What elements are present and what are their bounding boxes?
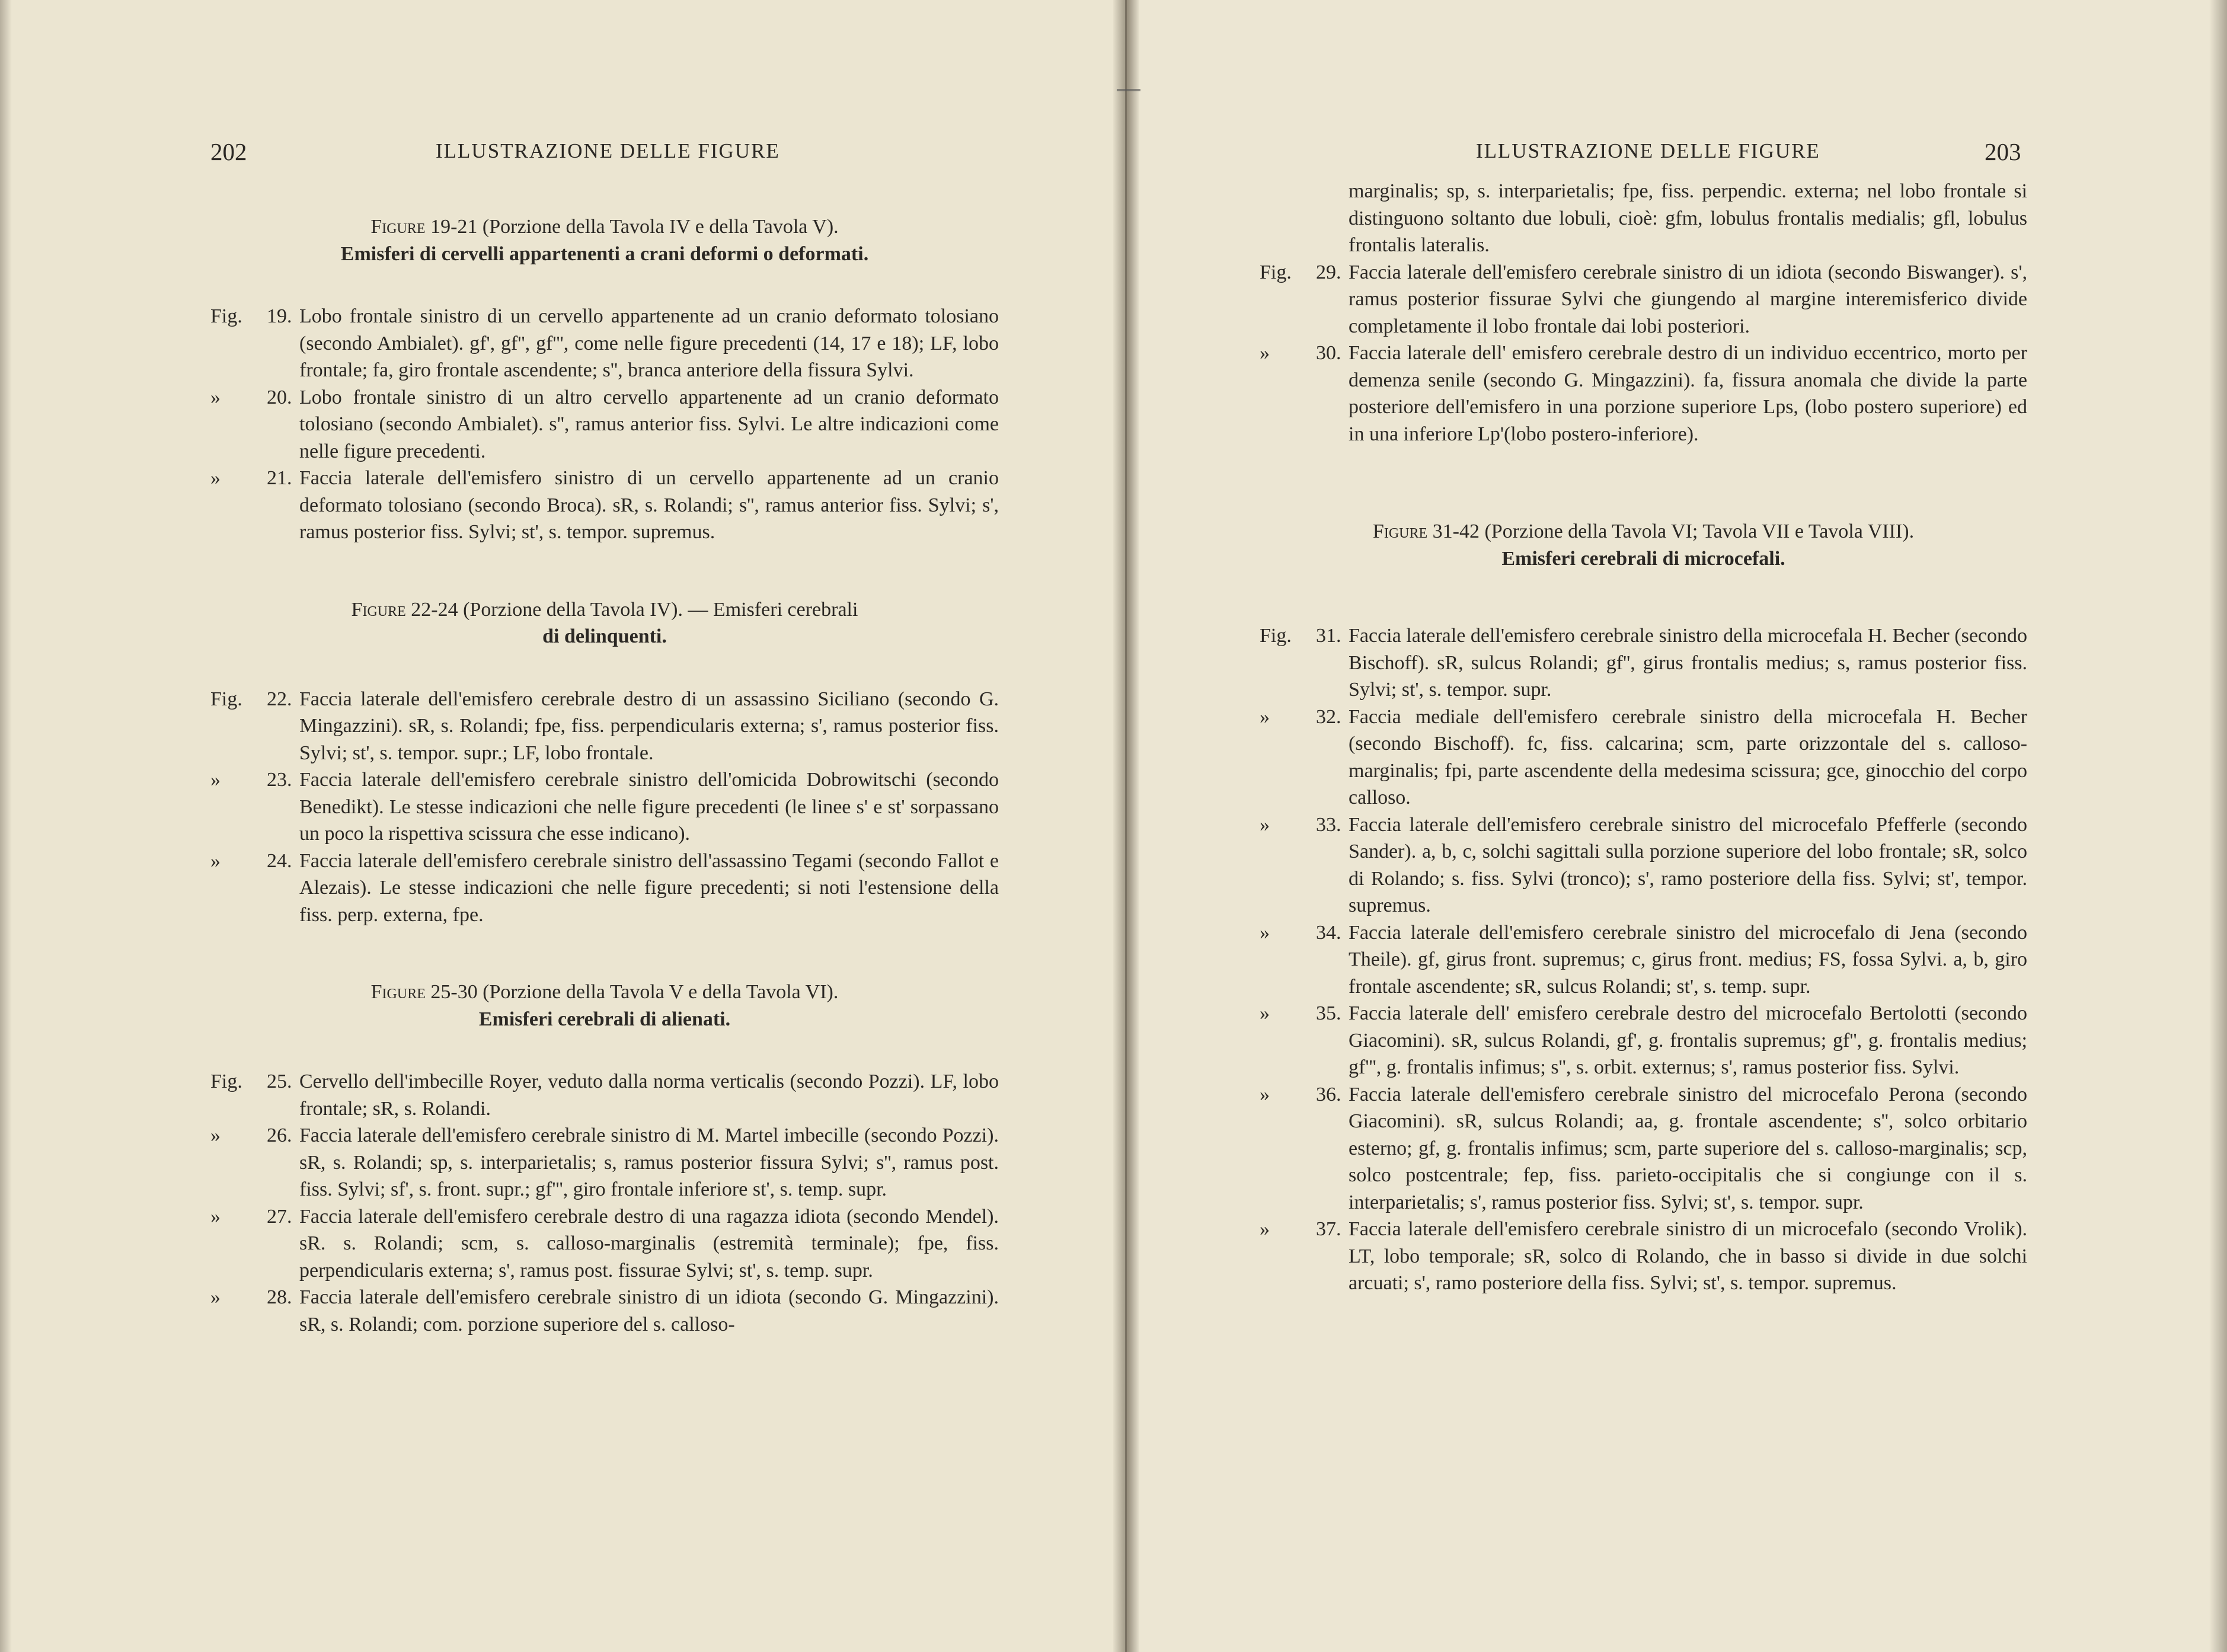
figure-caption	[210, 848, 999, 929]
figure-caption	[210, 303, 999, 384]
fig-prefix: »	[1260, 921, 1270, 944]
figure-caption	[210, 1068, 999, 1122]
fig-text: Faccia laterale dell'emisfero sinistro di un cervello appartenente ad un cranio deformato tolosiano (secondo Broca). sR, s. Rolandi; s'', ramus anterior fiss. Sylvi; s', ramus posterior fiss. Sylvi; st', s. tempor. supremus.	[299, 467, 999, 543]
fig-number: 24.	[267, 849, 292, 872]
figure-caption	[1260, 340, 2027, 448]
section-range: 19-21 (Porzione della Tavola IV e della Tavola V).	[430, 216, 839, 238]
fig-prefix: »	[1260, 705, 1270, 728]
fig-prefix: Fig.	[1260, 261, 1292, 283]
fig-prefix: »	[210, 386, 221, 408]
figure-caption	[210, 465, 999, 546]
figure-caption	[1260, 259, 2027, 340]
section-heading	[1260, 518, 2027, 572]
section-range: 22-24 (Porzione della Tavola IV). — Emisferi cerebrali	[411, 598, 858, 621]
fig-prefix: Fig.	[210, 688, 242, 710]
fig-text: Faccia laterale dell'emisfero cerebrale sinistro dell'omicida Dobrowitschi (secondo Benedikt). Le stesse indicazioni che nelle figure precedenti (le linee s' e st' sorpassano un poco la rispettiva scissura che esse indicano).	[299, 769, 999, 845]
fig-number: 23.	[267, 769, 292, 791]
fig-number: 21.	[267, 467, 292, 489]
figure-caption	[1260, 1216, 2027, 1297]
fig-text: Faccia mediale dell'emisfero cerebrale sinistro della microcefala H. Becher (secondo Bischoff). fc, fiss. calcarina; scm, parte orizzontale del s. calloso-marginalis; fpi, parte ascendente della medesima scissura; gce, ginocchio del corpo calloso.	[1349, 705, 2027, 809]
fig-number: 33.	[1316, 813, 1341, 836]
section-lead: Figure	[1372, 520, 1428, 542]
fig-text: Faccia laterale dell'emisfero cerebrale sinistro del microcefalo Perona (secondo Giacomini). sR, sulcus Rolandi; aa, g. frontale ascendente; s'', solco orbitario esterno; gf, g. frontalis infimus; scm, parte superiore del s. calloso-marginalis; scp, solco postcentrale; fep, fiss. parieto-occipitalis che si congiunge con il s. interparietalis; s', ramus posterior fiss. Sylvi; st', s. tempor. supr.	[1349, 1083, 2027, 1213]
fig-number: 20.	[267, 386, 292, 408]
fig-prefix: »	[210, 769, 221, 791]
fig-text: Lobo frontale sinistro di un cervello appartenente ad un cranio deformato tolosiano (secondo Ambialet). gf', gf'', gf''', come nelle figure precedenti (14, 17 e 18); LF, lobo frontale; fa, giro frontale ascendente; s'', branca anteriore della fissura Sylvi.	[299, 305, 999, 381]
fig-text: Faccia laterale dell'emisfero cerebrale sinistro di un idiota (secondo G. Mingazzini). sR, s. Rolandi; com. porzione superiore del s. calloso-	[299, 1286, 999, 1335]
figure-caption	[1260, 622, 2027, 704]
fig-number: 29.	[1316, 261, 1341, 283]
gutter-fold-line	[1125, 0, 1127, 1652]
fig-number: 26.	[267, 1124, 292, 1146]
section-heading	[210, 213, 999, 267]
section-heading	[210, 596, 999, 650]
fig-prefix: Fig.	[210, 1071, 242, 1092]
fig-number: 35.	[1316, 1002, 1341, 1024]
page-number-left: 202	[210, 138, 247, 165]
page-edge-shadow	[2209, 0, 2227, 1652]
fig-prefix: »	[1260, 1218, 1270, 1240]
section-lead: Figure	[351, 598, 406, 621]
fig-text: Faccia laterale dell'emisfero cerebrale sinistro di un idiota (secondo Biswanger). s', ramus posterior fissurae Sylvi che giungendo al margine interemisferico divide completamente il lobo frontale dai lobi posteriori.	[1349, 261, 2027, 337]
fig-prefix: »	[210, 1205, 221, 1228]
fig-number: 34.	[1316, 921, 1341, 944]
section-lead: Figure	[370, 216, 426, 238]
fig-text: Lobo frontale sinistro di un altro cervello appartenente ad un cranio deformato tolosiano (secondo Ambialet). s'', ramus anterior fiss. Sylvi. Le altre indicazioni come nelle figure precedenti.	[299, 386, 999, 462]
fig-prefix: »	[210, 1124, 221, 1146]
fig-prefix: »	[210, 467, 221, 489]
section-heading	[210, 979, 999, 1033]
gutter-mark	[1117, 89, 1140, 91]
fig-text: Faccia laterale dell'emisfero cerebrale sinistro della microcefala H. Becher (secondo Bischoff). sR, sulcus Rolandi; gf'', girus frontalis medius; s, ramus posterior fiss. Sylvi; st', s. tempor. supr.	[1349, 625, 2027, 701]
right-page-body	[1260, 178, 2027, 1297]
figure-caption	[1260, 1000, 2027, 1081]
section-lead: Figure	[370, 981, 426, 1003]
fig-number: 32.	[1316, 705, 1341, 728]
fig-number: 19.	[267, 305, 292, 327]
page-number-right: 203	[1985, 138, 2021, 165]
figure-caption	[210, 1122, 999, 1203]
fig-text: Faccia laterale dell' emisfero cerebrale destro del microcefalo Bertolotti (secondo Giacomini). sR, sulcus Rolandi, gf', g. frontalis supremus; gf'', g. frontalis medius; gf''', g. frontalis infimus; s'', s. orbit. externus; s', ramus posterior fiss. Sylvi.	[1349, 1002, 2027, 1078]
fig-prefix: Fig.	[210, 305, 242, 327]
figure-caption	[210, 1284, 999, 1338]
fig-number: 36.	[1316, 1083, 1341, 1105]
figure-caption	[1260, 811, 2027, 919]
fig-number: 22.	[267, 688, 292, 710]
running-head-right: ILLUSTRAZIONE DELLE FIGURE	[1476, 139, 1820, 162]
fig-prefix: »	[1260, 1083, 1270, 1105]
fig-text: Faccia laterale dell'emisfero cerebrale sinistro del microcefalo Pfefferle (secondo Sander). a, b, c, solchi sagittali sulla porzione superiore del lobo frontale; sR, solco di Rolando; s. fiss. Sylvi (tronco); s', ramo posteriore della fiss. Sylvi; st', tempor. supremus.	[1349, 813, 2027, 916]
left-page-body	[210, 213, 999, 1338]
section-title: di delinquenti.	[542, 625, 667, 647]
figure-caption	[210, 766, 999, 848]
fig-text: Faccia laterale dell'emisfero cerebrale sinistro dell'assassino Tegami (secondo Fallot e Alezais). Le stesse indicazioni che nelle figure precedenti; si noti l'estensione della fiss. perp. externa, fpe.	[299, 849, 999, 926]
fig-number: 25.	[267, 1071, 292, 1092]
fig-text: Faccia laterale dell'emisfero cerebrale sinistro del microcefalo di Jena (secondo Theile). gf, girus front. supremus; c, girus front. medius; FS, fossa Sylvi. a, b, giro frontale ascendente; sR, sulcus Rolandi; st', s. temp. supr.	[1349, 921, 2027, 998]
figure-caption	[1260, 919, 2027, 1001]
figure-caption-continued	[1260, 178, 2027, 259]
page-edge-shadow	[0, 0, 12, 1652]
figure-caption	[210, 1203, 999, 1284]
figure-caption	[210, 384, 999, 465]
fig-prefix: »	[210, 849, 221, 872]
fig-number: 27.	[267, 1205, 292, 1228]
continued-text: marginalis; sp, s. interparietalis; fpe, fiss. perpendic. externa; nel lobo frontale si distinguono soltanto due lobuli, cioè: gfm, lobulus frontalis medialis; gfl, lobulus frontalis lateralis.	[1349, 180, 2027, 256]
fig-number: 30.	[1316, 342, 1341, 364]
fig-prefix: »	[1260, 342, 1270, 364]
fig-text: Faccia laterale dell'emisfero cerebrale destro di una ragazza idiota (secondo Mendel). sR. s. Rolandi; scm, s. calloso-marginalis (estremità terminale); fpe, fiss. perpendicularis externa; s', ramus post. fissurae Sylvi; st', s. temp. supr.	[299, 1205, 999, 1282]
fig-text: Faccia laterale dell'emisfero cerebrale sinistro di M. Martel imbecille (secondo Pozzi). sR, s. Rolandi; sp, s. interparietalis; s, ramus posterior fissura Sylvi; s'', ramus post. fiss. Sylvi; sf', s. front. supr.; gf''', giro frontale inferiore st', s. temp. supr.	[299, 1124, 999, 1200]
figure-caption	[1260, 704, 2027, 811]
fig-prefix: »	[1260, 813, 1270, 836]
fig-text: Faccia laterale dell' emisfero cerebrale destro di un individuo eccentrico, morto per demenza senile (secondo G. Mingazzini). fa, fissura anomala che divide la parte posteriore dell'emisfero in una porzione superiore Lps, (lobo postero superiore) ed in una inferiore Lp'(lobo postero-inferiore).	[1349, 342, 2027, 445]
fig-number: 31.	[1316, 625, 1341, 647]
section-title: Emisferi di cervelli appartenenti a crani deformi o deformati.	[340, 242, 869, 265]
fig-prefix: Fig.	[1260, 625, 1292, 647]
section-title: Emisferi cerebrali di alienati.	[478, 1008, 731, 1030]
fig-prefix: »	[210, 1286, 221, 1308]
fig-prefix: »	[1260, 1002, 1270, 1024]
figure-caption	[1260, 1081, 2027, 1216]
section-title: Emisferi cerebrali di microcefali.	[1501, 547, 1785, 570]
fig-text: Faccia laterale dell'emisfero cerebrale sinistro di un microcefalo (secondo Vrolik). LT, lobo temporale; sR, solco di Rolando, che in basso si divide in due solchi arcuati; s', ramo posteriore della fiss. Sylvi; st', s. tempor. supremus.	[1349, 1218, 2027, 1294]
fig-number: 37.	[1316, 1218, 1341, 1240]
section-range: 25-30 (Porzione della Tavola V e della Tavola VI).	[430, 981, 839, 1003]
running-head-left: ILLUSTRAZIONE DELLE FIGURE	[436, 139, 780, 162]
fig-number: 28.	[267, 1286, 292, 1308]
section-range: 31-42 (Porzione della Tavola VI; Tavola VII e Tavola VIII).	[1432, 520, 1915, 542]
fig-text: Faccia laterale dell'emisfero cerebrale destro di un assassino Siciliano (secondo G. Mingazzini). sR, s. Rolandi; fpe, fiss. perpendicularis externa; s', ramus posterior fiss. Sylvi; st', s. tempor. supr.; LF, lobo frontale.	[299, 688, 999, 764]
figure-caption	[210, 686, 999, 767]
fig-text: Cervello dell'imbecille Royer, veduto dalla norma verticalis (secondo Pozzi). LF, lobo frontale; sR, s. Rolandi.	[299, 1071, 999, 1120]
